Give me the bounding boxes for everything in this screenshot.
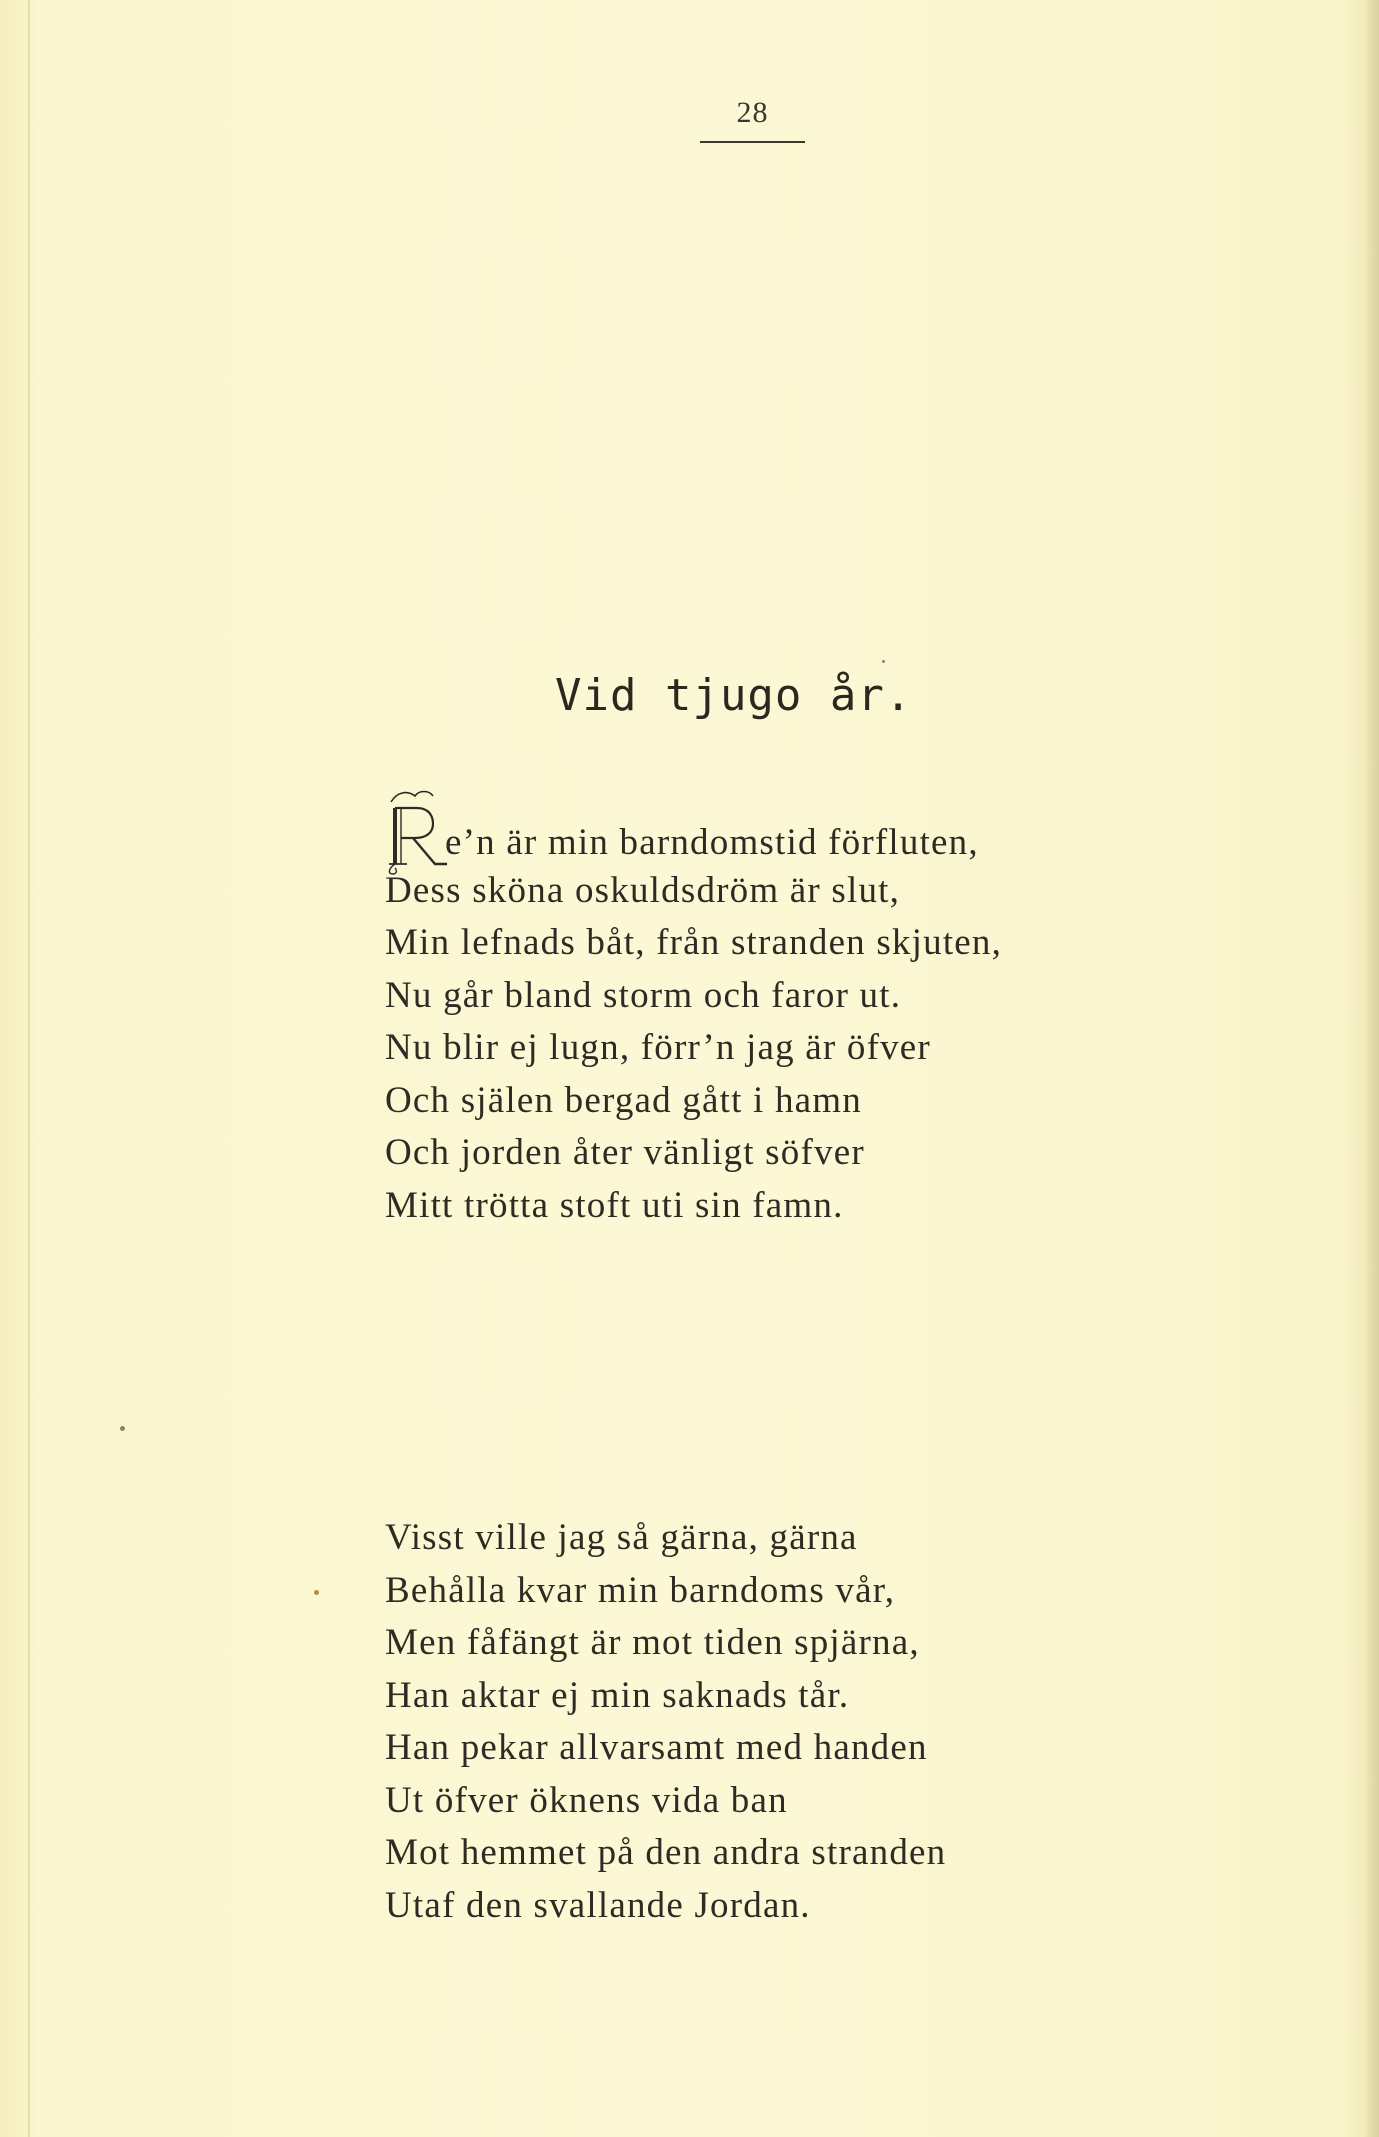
stanza-2-line-2: Behålla kvar min barndoms vår,	[385, 1569, 896, 1611]
stanza-1-line-1	[385, 812, 1105, 874]
stanza-2-line-4: Han aktar ej min saknads tår.	[385, 1674, 850, 1716]
poem-title: Vid tjugo år.	[555, 670, 913, 721]
stanza-2	[385, 1512, 1105, 1932]
paper-speck	[882, 660, 885, 663]
stanza-2-line-5: Han pekar allvarsamt med handen	[385, 1727, 928, 1768]
stanza-1	[385, 812, 1105, 1232]
page-edge-shadow	[1363, 0, 1379, 2137]
stanza-2-line-8: Utaf den svallande Jordan.	[385, 1884, 811, 1926]
paper-speck	[120, 1426, 125, 1431]
stanza-1-line-4: Nu går bland storm och faror ut.	[385, 974, 902, 1016]
stanza-2-line-1: Visst ville jag så gärna, gärna	[385, 1517, 858, 1558]
stanza-1-line-6: Och själen bergad gått i hamn	[385, 1079, 862, 1121]
stanza-2-line-3: Men fåfängt är mot tiden spjärna,	[385, 1622, 920, 1663]
ornamental-drop-cap-r	[385, 786, 451, 876]
stanza-1-line-5: Nu blir ej lugn, förr’n jag är öfver	[385, 1027, 931, 1068]
paper-speck	[314, 1590, 319, 1595]
stanza-1-line-2: Dess sköna oskuldsdröm är slut,	[385, 869, 901, 911]
page-number: 28	[736, 96, 769, 129]
stanza-1-line-7: Och jorden åter vänligt söfver	[385, 1132, 865, 1173]
stanza-2-line-6: Ut öfver öknens vida ban	[385, 1779, 788, 1821]
page-fold-line	[28, 0, 30, 2137]
stanza-1-line-3: Min lefnads båt, från stranden skjuten,	[385, 922, 1003, 963]
stanza-1-line-1-text: e’n är min barndomstid förfluten,	[445, 822, 979, 863]
stanza-2-line-7: Mot hemmet på den andra stranden	[385, 1832, 947, 1873]
stanza-1-line-8: Mitt trötta stoft uti sin famn.	[385, 1184, 844, 1226]
page-number-rule	[700, 141, 805, 143]
